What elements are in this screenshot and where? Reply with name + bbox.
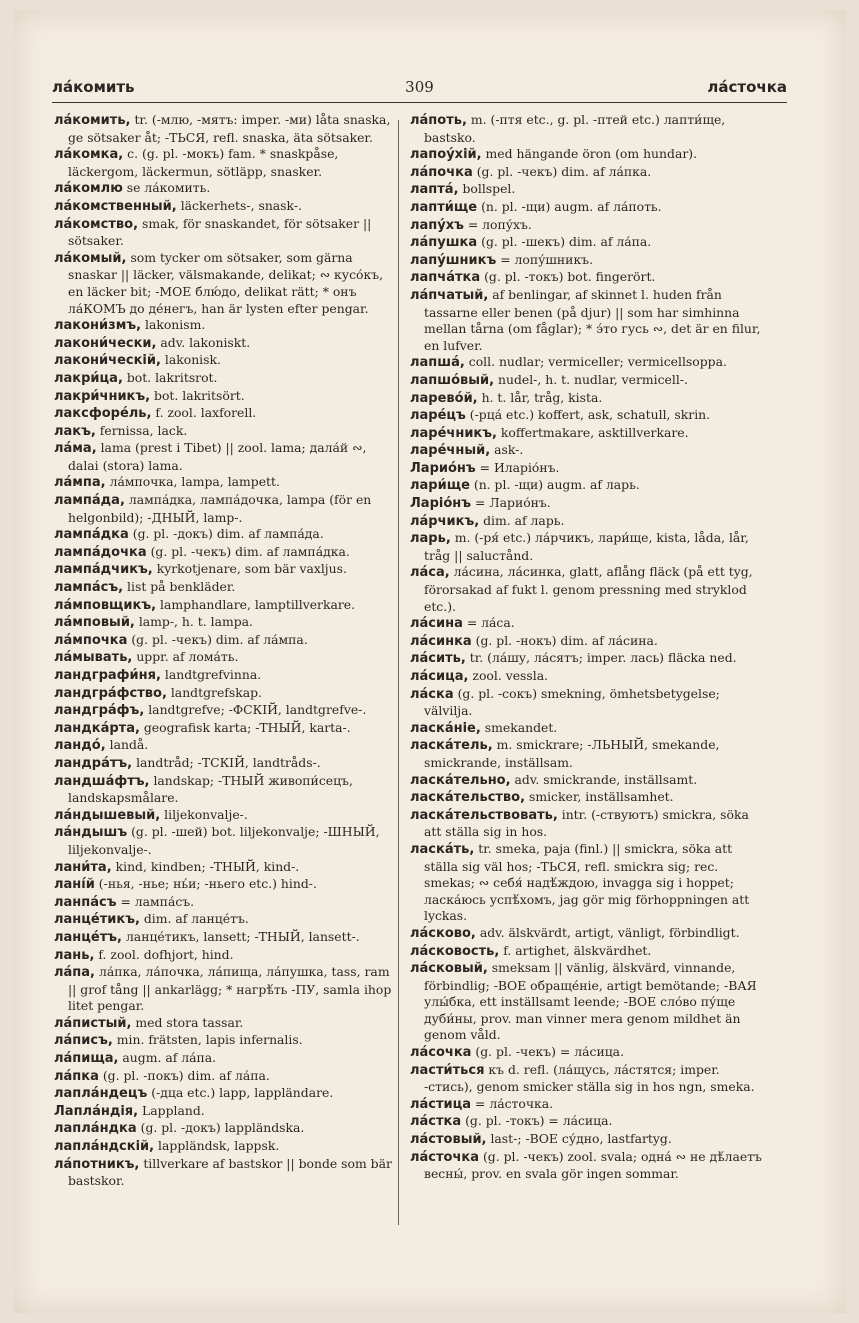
- dictionary-entry: [54, 632, 394, 650]
- dictionary-entry: [54, 1138, 394, 1156]
- entry-headword: ла́сково,: [410, 925, 476, 941]
- entry-headword: ла́потникъ,: [54, 1156, 140, 1172]
- entry-headword: Ларіо́нъ: [410, 496, 472, 512]
- entry-definition: list på benkläder.: [127, 579, 236, 595]
- dictionary-entry: [410, 390, 766, 408]
- entry-headword: лапу́шникъ: [410, 252, 497, 268]
- entry-definition: kind, kindben; -ТНЫЙ, kind-.: [115, 858, 300, 874]
- entry-definition: tr. (ла́шу, ла́сятъ; imper. лась) fläcka ned.: [469, 650, 737, 666]
- entry-definition: lama (prest i Tibet) || zool. lama; дала́й ∾, dalai (stora) lama.: [68, 440, 367, 473]
- entry-definition: (g. pl. -докъ) lappländska.: [140, 1120, 305, 1136]
- entry-definition: zool. vessla.: [472, 668, 549, 683]
- dictionary-entry: [54, 911, 394, 929]
- entry-headword: ландша́фтъ,: [54, 773, 150, 789]
- dictionary-entry: [54, 824, 394, 858]
- entry-headword: лапшо́вый,: [410, 372, 495, 388]
- entry-definition: f. zool. laxforell.: [155, 405, 257, 421]
- entry-headword: ланпа́съ: [54, 894, 117, 910]
- entry-definition: som tycker om sötsaker, som gärna snaskar || läcker, välsmakande, delikat; ∾ кусо́къ, en läcker bit; -МОЕ блю́до, delikat rätt; * онъ ла́КОМЪ до де́негъ, han är lysten efter pengar.: [68, 249, 384, 316]
- entry-headword: лапла́ндка: [54, 1121, 137, 1137]
- entry-definition: med stora tassar.: [135, 1014, 244, 1030]
- entry-headword: ла́мповщикъ,: [54, 597, 157, 613]
- entry-headword: ла́пка: [54, 1068, 99, 1084]
- entry-definition: fernissa, lack.: [99, 422, 188, 438]
- entry-definition: c. (g. pl. -мокъ) fam. * snaskpåse, läckergom, läckermun, sötläpp, snasker.: [68, 146, 339, 179]
- entry-definition: ла́сина, ла́синка, glatt, aflång fläck (på ett tyg, förorsakad af fukt l. genom pressning med stryklod etc.).: [424, 564, 753, 614]
- dictionary-entry: [54, 198, 394, 216]
- entry-headword: лампа́дчикъ,: [54, 562, 153, 578]
- entry-definition: ла́мпочка, lampa, lampett.: [109, 474, 280, 490]
- entry-headword: ла́комственный,: [54, 198, 177, 214]
- entry-headword: ланце́тикъ,: [54, 912, 140, 928]
- entry-definition: landskap; -ТНЫЙ живопи́сецъ, landskapsmålare.: [68, 772, 353, 806]
- entry-definition: f. zool. dofhjort, hind.: [98, 946, 234, 962]
- entry-headword: ларе́чный,: [410, 443, 491, 459]
- entry-definition: m. (-птя etc., g. pl. -птей etc.) лапти́ще, bastsko.: [424, 112, 726, 145]
- dictionary-entry: [54, 755, 394, 773]
- entry-headword: ландо́,: [54, 738, 106, 754]
- dictionary-entry: [410, 789, 766, 807]
- dictionary-entry: [54, 561, 394, 579]
- dictionary-entry: [54, 1103, 394, 1121]
- entry-definition: (g. pl. -шей) bot. liljekonvalje; -ШНЫЙ, liljekonvalje-.: [68, 824, 380, 857]
- entry-headword: лані́й: [54, 877, 95, 893]
- dictionary-entry: [54, 250, 394, 317]
- dictionary-entry: [410, 407, 766, 425]
- entry-headword: ласка́тельство,: [410, 790, 526, 806]
- entry-definition: = Ларио́нъ.: [474, 495, 551, 511]
- dictionary-entry: [54, 773, 394, 807]
- entry-headword: ла́сица,: [410, 669, 469, 684]
- entry-definition: (-рца́ etc.) koffert, ask, schatull, skrin.: [469, 407, 711, 423]
- dictionary-entry: [54, 180, 394, 198]
- entry-definition: se ла́комить.: [126, 180, 211, 196]
- dictionary-entry: [54, 146, 394, 180]
- entry-headword: ла́пчатый,: [410, 287, 489, 303]
- entry-definition: landtgrefvinna.: [164, 667, 262, 682]
- entry-headword: Ларио́нъ: [410, 460, 476, 476]
- entry-definition: smeksam || vänlig, älskvärd, vinnande, förbindlig; -ВОЕ обраще́ніе, artigt bemötande; -ВАЯ улы́бка, ett inställsamt leende; -ВОЕ сло́во пу́ще дуби́ны, prov. man vinner mera genom mildhet än genom våld.: [424, 960, 757, 1043]
- entry-definition: ла́пка, ла́почка, ла́пища, ла́пушка, tass, ram || grof tång || ankarlägg; * нагрѣ́ть -ПУ, samla ihop litet pengar.: [68, 964, 392, 1014]
- header-right-guideword: ла́сточка: [707, 78, 787, 96]
- entry-definition: = Иларіо́нъ.: [479, 459, 560, 475]
- entry-headword: ла́ска: [410, 686, 454, 702]
- entry-headword: ла́синка: [410, 633, 472, 649]
- entry-headword: ла́ндышъ: [54, 825, 128, 841]
- dictionary-entry: [54, 370, 394, 388]
- entry-headword: лампа́дочка: [54, 544, 147, 560]
- dictionary-entry: [54, 929, 394, 947]
- entry-headword: ландра́тъ,: [54, 755, 133, 771]
- dictionary-entry: [54, 579, 394, 597]
- entry-definition: adv. lakoniskt.: [160, 334, 251, 350]
- entry-headword: лапча́тка: [410, 270, 481, 286]
- entry-headword: лари́ще: [410, 478, 470, 494]
- entry-headword: ла́пища,: [54, 1051, 119, 1067]
- entry-headword: лакри́чникъ,: [54, 388, 151, 404]
- dictionary-entry: [410, 112, 766, 146]
- entry-definition: uppr. af лома́ть.: [136, 649, 239, 665]
- dictionary-entry: [410, 146, 766, 164]
- entry-definition: läckerhets-, snask-.: [180, 197, 302, 213]
- entry-headword: лапла́ндецъ: [54, 1086, 148, 1102]
- entry-headword: ла́са,: [410, 565, 450, 581]
- entry-headword: ла́мпочка: [54, 632, 128, 648]
- dictionary-entry: [54, 335, 394, 353]
- page-header: [52, 78, 787, 102]
- entry-headword: ла́ндышевый,: [54, 807, 161, 823]
- entry-headword: лаксфоре́ль,: [54, 406, 152, 422]
- entry-headword: ла́стка: [410, 1114, 462, 1130]
- entry-headword: ла́писъ,: [54, 1033, 113, 1049]
- dictionary-entry: [54, 352, 394, 370]
- entry-headword: ла́комлю: [54, 181, 123, 197]
- column-divider: [398, 120, 399, 1225]
- entry-definition: smak, för snaskandet, för sötsaker || sötsaker.: [68, 215, 372, 249]
- dictionary-entry: [54, 492, 394, 526]
- dictionary-entry: [410, 252, 766, 270]
- entry-definition: = ла́са.: [466, 615, 515, 631]
- entry-definition: m. (-ря́ etc.) ла́рчикъ, лари́ще, kista, låda, lår, tråg || saluстånd.: [424, 530, 749, 563]
- dictionary-entry: [54, 667, 394, 685]
- entry-headword: лампа́да,: [54, 493, 125, 509]
- entry-headword: ласка́тельствовать,: [410, 807, 558, 823]
- entry-definition: dim. af ларь.: [483, 512, 565, 528]
- entry-headword: лапта́,: [410, 182, 459, 198]
- entry-definition: = лопу́хъ.: [467, 216, 532, 232]
- dictionary-entry: [54, 526, 394, 544]
- dictionary-entry: [410, 1113, 766, 1131]
- entry-definition: intr. (-ствуютъ) smickra, söka att ställa sig in hos.: [424, 806, 749, 840]
- entry-headword: ласка́ть,: [410, 841, 475, 857]
- entry-definition: f. artighet, älskvärdhet.: [503, 942, 652, 958]
- entry-headword: лань,: [54, 947, 95, 963]
- dictionary-entry: [54, 317, 394, 335]
- entry-headword: ла́стица: [410, 1096, 472, 1112]
- entry-definition: koffertmakare, asktillverkare.: [500, 424, 689, 440]
- dictionary-entry: [410, 460, 766, 478]
- entry-definition: lamp-, h. t. lampa.: [138, 614, 253, 630]
- entry-definition: augm. af ла́па.: [122, 1050, 217, 1066]
- entry-headword: лакони́ческій,: [54, 353, 161, 369]
- dictionary-entry: [54, 1156, 394, 1190]
- dictionary-entry: [410, 234, 766, 252]
- entry-headword: ларь,: [410, 531, 451, 547]
- dictionary-entry: [54, 614, 394, 632]
- dictionary-entry: [54, 1120, 394, 1138]
- entry-definition: adv. smickrande, inställsamt.: [514, 771, 698, 787]
- entry-headword: ласка́тель,: [410, 738, 493, 754]
- entry-headword: ла́стовый,: [410, 1132, 487, 1148]
- entry-definition: lamphandlare, lamptillverkare.: [160, 596, 356, 612]
- entry-definition: m. smickrare; -ЛЬНЫЙ, smekande, smickrande, inställsam.: [424, 737, 720, 770]
- entry-definition: (g. pl. -покъ) dim. af ла́па.: [102, 1067, 270, 1083]
- dictionary-entry: [410, 164, 766, 182]
- dictionary-entry: [410, 615, 766, 633]
- entry-headword: ла́мпа,: [54, 475, 106, 491]
- entry-definition: = лампа́съ.: [120, 893, 195, 909]
- entry-headword: ласка́тельно,: [410, 772, 511, 788]
- dictionary-entry: [410, 1149, 766, 1183]
- dictionary-entry: [54, 964, 394, 1015]
- entry-headword: ласка́ніе,: [410, 720, 481, 736]
- entry-definition: tillverkare af bastskor || bonde som bär bastskor.: [68, 1155, 392, 1189]
- page-number: 309: [405, 78, 434, 96]
- dictionary-entry: [410, 668, 766, 686]
- entry-definition: (g. pl. -докъ) dim. af лампа́да.: [132, 526, 324, 542]
- dictionary-entry: [410, 495, 766, 513]
- entry-headword: лани́та,: [54, 859, 112, 875]
- entry-headword: ларево́й,: [410, 390, 478, 406]
- entry-headword: ла́пистый,: [54, 1015, 132, 1031]
- entry-headword: ларе́чникъ,: [410, 425, 497, 441]
- dictionary-entry: [410, 807, 766, 841]
- dictionary-entry: [54, 720, 394, 738]
- entry-definition: ланце́тикъ, lansett; -ТНЫЙ, lansett-.: [125, 928, 360, 944]
- dictionary-entry: [410, 217, 766, 235]
- entry-definition: (g. pl. -чекъ) dim. af лампа́дка.: [150, 543, 350, 559]
- entry-definition: (-дца etc.) lapp, lappländare.: [151, 1085, 334, 1101]
- entry-definition: med hängande öron (om hundar).: [485, 146, 698, 162]
- entry-headword: ла́пушка: [410, 235, 478, 251]
- entry-headword: ла́поть,: [410, 113, 467, 128]
- entry-definition: Lappland.: [142, 1102, 205, 1118]
- entry-headword: лапша́,: [410, 355, 465, 371]
- dictionary-entry: [410, 564, 766, 615]
- dictionary-entry: [54, 1068, 394, 1086]
- entry-definition: къ d. refl. (ла́щусь, ла́стятся; imper. -стись), genom smicker ställa sig in hos ngn, smeka.: [424, 1061, 755, 1095]
- entry-headword: ла́комка,: [54, 147, 124, 163]
- entry-definition: (g. pl. -шекъ) dim. af ла́па.: [481, 234, 652, 250]
- entry-definition: lakonisk.: [164, 352, 221, 368]
- dictionary-entry: [54, 112, 394, 146]
- entry-definition: (g. pl. -чекъ) dim. af ла́пка.: [476, 163, 652, 179]
- dictionary-entry: [410, 269, 766, 287]
- dictionary-entry: [54, 876, 394, 894]
- entry-definition: (n. pl. -щи) augm. af ла́поть.: [481, 198, 662, 214]
- dictionary-entry: [54, 702, 394, 720]
- dictionary-entry: [54, 737, 394, 755]
- entry-definition: (g. pl. -нокъ) dim. af ла́сина.: [475, 632, 658, 648]
- entry-definition: = лопу́шникъ.: [500, 251, 594, 267]
- dictionary-entry: [54, 405, 394, 423]
- entry-headword: ла́мповый,: [54, 615, 135, 631]
- dictionary-entry: [410, 1096, 766, 1114]
- left-column: [54, 112, 394, 1190]
- entry-headword: лакони́чески,: [54, 335, 157, 351]
- entry-definition: smicker, inställsamhet.: [528, 789, 674, 805]
- entry-headword: ла́мывать,: [54, 650, 133, 666]
- entry-headword: ла́па,: [54, 965, 95, 981]
- entry-definition: tr. (-млю, -мятъ: imper. -ми) låta snaska, ge sötsaker åt; -ТЬСЯ, refl. snaska, äta sötsaker.: [68, 112, 391, 145]
- dictionary-entry: [54, 1050, 394, 1068]
- dictionary-entry: [410, 287, 766, 354]
- header-rule: [52, 102, 787, 103]
- entry-headword: ла́комство,: [54, 216, 139, 232]
- entry-headword: ландка́рта,: [54, 720, 140, 736]
- dictionary-entry: [410, 960, 766, 1044]
- entry-definition: (g. pl. -токъ) = ла́сица.: [465, 1113, 613, 1129]
- dictionary-entry: [410, 199, 766, 217]
- entry-headword: лакри́ца,: [54, 370, 123, 386]
- entry-definition: bot. lakritsrot.: [126, 369, 218, 385]
- entry-definition: last-; -ВОЕ су́дно, lastfartyg.: [490, 1131, 672, 1147]
- entry-headword: Лапла́ндія,: [54, 1103, 139, 1119]
- entry-headword: ла́ма,: [54, 441, 97, 457]
- entry-definition: bot. lakritsört.: [154, 387, 245, 403]
- entry-definition: landtgrefskap.: [170, 684, 262, 700]
- dictionary-entry: [410, 737, 766, 771]
- dictionary-entry: [54, 1085, 394, 1103]
- entry-definition: ask-.: [494, 442, 524, 458]
- entry-headword: лакони́змъ,: [54, 318, 142, 334]
- entry-definition: (-нья, -нье; нь́и; -ньего etc.) hind-.: [98, 876, 317, 892]
- entry-headword: лакъ,: [54, 423, 96, 439]
- dictionary-entry: [54, 474, 394, 492]
- entry-headword: ла́рчикъ,: [410, 513, 480, 529]
- entry-definition: lakonism.: [144, 317, 206, 333]
- dictionary-entry: [54, 685, 394, 703]
- entry-definition: min. frätsten, lapis infernalis.: [116, 1032, 303, 1048]
- dictionary-entry: [410, 513, 766, 531]
- entry-headword: ла́сить,: [410, 651, 466, 667]
- entry-definition: (g. pl. -чекъ) = ла́сица.: [475, 1044, 625, 1060]
- entry-definition: (g. pl. -чекъ) zool. svala; одна́ ∾ не дѣ́лаетъ весны́, prov. en svala gör ingen sommar.: [424, 1148, 762, 1182]
- dictionary-entry: [54, 807, 394, 825]
- dictionary-entry: [54, 649, 394, 667]
- dictionary-entry: [54, 597, 394, 615]
- dictionary-entry: [410, 841, 766, 925]
- entry-definition: af benlingar, af skinnet l. huden från tassarne eller benen (på djur) || som har simhinna mellan tårna (om fåglar); * э́то гусь ∾, det är en filur, en lufver.: [424, 286, 761, 353]
- dictionary-entry: [410, 372, 766, 390]
- header-left-guideword: ла́комить: [52, 78, 135, 96]
- dictionary-entry: [410, 1131, 766, 1149]
- entry-definition: adv. älskvärdt, artigt, vänligt, förbindligt.: [479, 924, 740, 940]
- entry-definition: h. t. lår, tråg, kista.: [481, 389, 603, 405]
- dictionary-entry: [54, 216, 394, 250]
- entry-definition: dim. af ланце́тъ.: [143, 911, 249, 927]
- dictionary-entry: [410, 181, 766, 199]
- entry-definition: (n. pl. -щи) augm. af ларь.: [473, 477, 640, 493]
- entry-definition: (g. pl. -токъ) bot. fingerört.: [484, 269, 656, 285]
- entry-headword: ла́сочка: [410, 1045, 472, 1061]
- entry-headword: ла́сточка: [410, 1149, 479, 1165]
- entry-definition: landå.: [109, 737, 149, 753]
- dictionary-entry: [54, 859, 394, 877]
- dictionary-entry: [410, 530, 766, 564]
- dictionary-entry: [54, 1015, 394, 1033]
- entry-definition: bollspel.: [462, 181, 516, 197]
- dictionary-entry: [410, 943, 766, 961]
- entry-definition: (g. pl. -сокъ) smekning, ömhetsbetygelse; välvilja.: [424, 685, 720, 719]
- entry-definition: lappländsk, lappsk.: [158, 1138, 280, 1154]
- entry-definition: landtråd; -ТСКІЙ, landtråds-.: [136, 754, 321, 770]
- entry-headword: ларе́цъ: [410, 408, 466, 424]
- entry-headword: лапоу́хій,: [410, 147, 482, 163]
- dictionary-entry: [410, 650, 766, 668]
- dictionary-entry: [410, 477, 766, 495]
- entry-headword: лапла́ндскій,: [54, 1139, 155, 1155]
- dictionary-entry: [54, 440, 394, 474]
- entry-definition: coll. nudlar; vermiceller; vermicellsoppa.: [468, 354, 727, 370]
- entry-headword: ланце́тъ,: [54, 929, 122, 945]
- dictionary-entry: [410, 425, 766, 443]
- entry-headword: лампа́съ,: [54, 580, 124, 596]
- entry-definition: landtgrefve; -ФСКІЙ, landtgrefve-.: [148, 702, 367, 718]
- dictionary-entry: [54, 1032, 394, 1050]
- entry-headword: лапу́хъ: [410, 217, 464, 233]
- entry-headword: лапти́ще: [410, 199, 478, 215]
- dictionary-entry: [410, 442, 766, 460]
- entry-headword: ла́сковость,: [410, 943, 500, 959]
- entry-headword: ландгра́фство,: [54, 685, 167, 701]
- dictionary-entry: [410, 772, 766, 790]
- entry-definition: nudel-, h. t. nudlar, vermicell-.: [498, 371, 688, 387]
- dictionary-entry: [54, 423, 394, 441]
- entry-definition: tr. smeka, paja (finl.) || smickra, söka att ställa sig väl hos; -ТЬСЯ, refl. smickra sig; rec. smekas; ∾ себя́ надѣ́ждою, invagga sig i hoppet; ласка́юсь успѣ́хомъ, jag gör mig förhoppningen att lyckas.: [424, 840, 750, 924]
- entry-headword: ла́сковый,: [410, 961, 488, 977]
- entry-headword: ла́сина: [410, 616, 463, 632]
- entry-headword: ландграфи́ня,: [54, 668, 161, 683]
- entry-headword: лампа́дка: [54, 527, 129, 543]
- entry-headword: ла́комить,: [54, 113, 131, 128]
- entry-headword: ландгра́фъ,: [54, 703, 145, 719]
- entry-definition: geografisk karta; -ТНЫЙ, karta-.: [143, 719, 351, 735]
- dictionary-entry: [410, 720, 766, 738]
- dictionary-entry: [54, 947, 394, 965]
- entry-headword: ласти́ться: [410, 1062, 485, 1078]
- entry-definition: kyrkotjenare, som bär vaxljus.: [156, 561, 347, 577]
- entry-definition: = ла́сточка.: [475, 1095, 554, 1111]
- entry-headword: ла́комый,: [54, 250, 127, 266]
- dictionary-entry: [54, 894, 394, 912]
- entry-definition: (g. pl. -чекъ) dim. af ла́мпа.: [131, 631, 308, 647]
- dictionary-entry: [410, 633, 766, 651]
- dictionary-entry: [410, 925, 766, 943]
- dictionary-entry: [410, 1062, 766, 1096]
- entry-definition: liljekonvalje-.: [164, 806, 248, 822]
- entry-headword: ла́почка: [410, 164, 473, 180]
- dictionary-entry: [54, 544, 394, 562]
- dictionary-entry: [410, 1044, 766, 1062]
- dictionary-entry: [410, 354, 766, 372]
- dictionary-entry: [54, 388, 394, 406]
- entry-definition: smekandet.: [484, 719, 558, 735]
- entry-definition: лампа́дка, лампа́дочка, lampa (för en helgonbild); -ДНЫЙ, lamp-.: [68, 492, 372, 525]
- dictionary-entry: [410, 686, 766, 720]
- right-column: [410, 112, 766, 1183]
